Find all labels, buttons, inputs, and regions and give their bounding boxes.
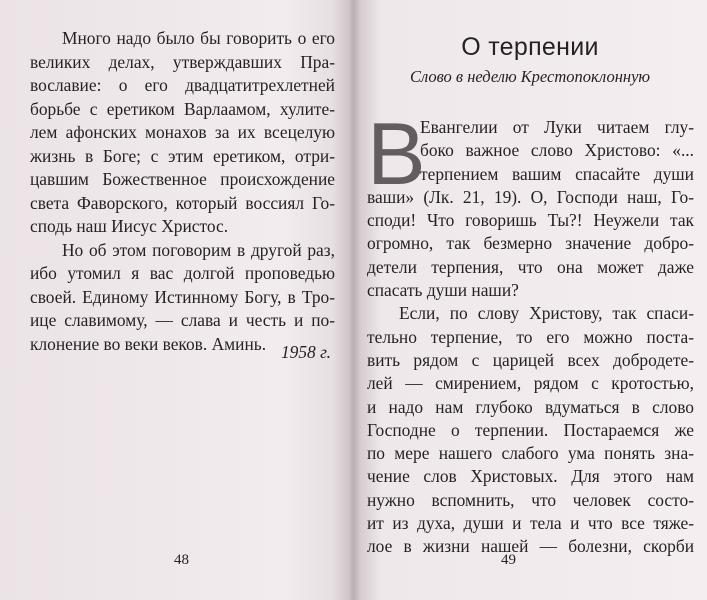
text-line: тельно терпение, то его можно поста- [367, 326, 694, 347]
text-line: нужно вспомнить, что человек состо- [367, 489, 694, 510]
text-line: своей. Единому Истинному Богу, в Тро- [30, 286, 335, 307]
text-line: Господне о терпении. Постараемся же [367, 419, 694, 440]
text-line: ице славимому, — слава и честь и по- [30, 310, 335, 330]
text-line: по мере нашего слабого ума понять зна- [367, 443, 694, 464]
text-line: сподь наш Иисус Христос. [30, 216, 229, 236]
text-line: и надо нам глубоко вдуматься в слово [367, 396, 694, 417]
text-line: детели терпения, что она может даже [367, 256, 694, 277]
date-signature: 1958 г. [280, 342, 331, 362]
text-line: ваши» (Лк. 21, 19). О, Господи наш, Го- [367, 186, 694, 207]
text-line: споди! Что говоришь Ты?! Неужели так [367, 210, 694, 231]
text-line: огромно, так безмерно значение добро- [367, 233, 694, 254]
left-page-text [30, 27, 335, 356]
drop-cap: В [367, 104, 426, 203]
text-line: лем афонских монахов за их всецелую [30, 122, 335, 142]
text-line: лое в жизни нашей — болезни, скорби [367, 536, 694, 557]
right-page [353, 0, 707, 600]
text-line: борьбе с еретиком Варлаамом, хулите- [30, 98, 335, 119]
text-line: клонение во веки веков. Аминь. [30, 333, 267, 354]
chapter-subtitle: Слово в неделю Крестопоклонную [409, 67, 651, 86]
text-line: Евангелии от Луки читаем глу- [420, 117, 694, 137]
text-line: чение слов Христовых. Для этого нам [367, 466, 694, 487]
text-line: Если, по слову Христову, так спаси- [399, 303, 694, 324]
page-number-left: 48 [174, 552, 189, 568]
text-line: Много надо было бы говорить о его [62, 28, 335, 48]
text-line: ит из духа, души и тела и что все тяже- [367, 513, 694, 534]
page-number-right: 49 [501, 552, 516, 568]
text-line: терпением вашим спасайте души [420, 163, 694, 184]
text-line: Но об этом поговорим в другой раз, [62, 239, 335, 260]
text-line: спасать души наши? [367, 280, 519, 301]
text-line: великих делах, утверждавших Пра- [30, 51, 335, 72]
text-line: лей — смирением, рядом с кротостью, [367, 373, 694, 394]
text-line: вославие: о его двадцатитрехлетней [30, 75, 335, 95]
text-line: вить рядом с царицей всех добродете- [367, 349, 694, 370]
text-line: ибо утомил я вас долгой проповедью [30, 263, 335, 283]
chapter-title: О терпении [461, 33, 599, 61]
text-line: жизнь в Боге; с этим еретиком, отри- [30, 145, 335, 166]
right-page-text [367, 104, 694, 559]
text-line: цавшим Божественное происхождение [30, 169, 335, 189]
left-page [0, 0, 345, 600]
text-line: боко важное слово Христово: «... [420, 140, 694, 161]
text-line: света Фаворского, который воссиял Го- [30, 192, 335, 213]
